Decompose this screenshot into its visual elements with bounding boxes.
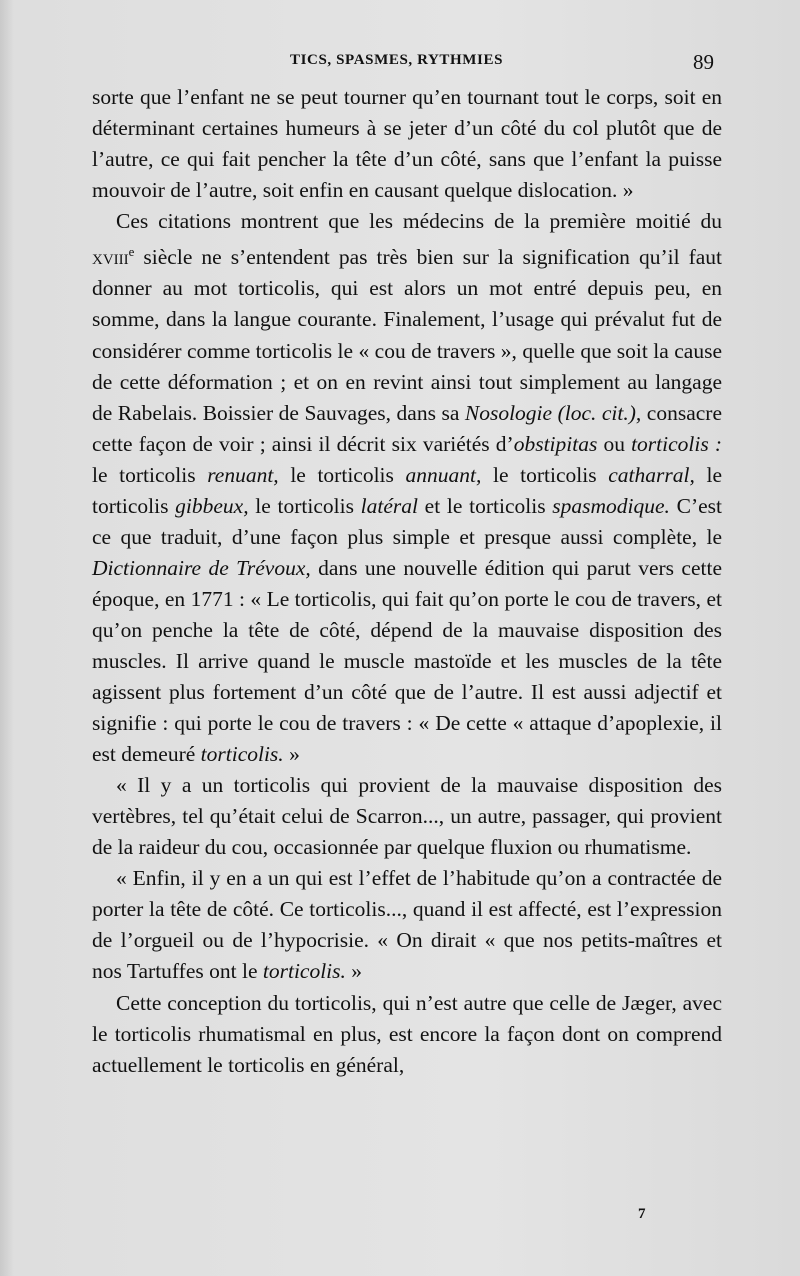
text-segment: le torticolis bbox=[92, 462, 722, 518]
text-segment: le torticolis bbox=[92, 462, 208, 487]
italic-text-segment: obstipitas bbox=[513, 431, 598, 456]
text-segment: dans une nouvelle édition qui parut vers cette époque, en 1771 : « Le torticolis, qui fait qu’on porte le cou de travers, et qu’on penche la tête de côté, dépend de la mauvaise disposition des muscles. Il arrive quand le muscle mastoïde et les muscles de la tête agissent plus fortement d’un côté que de l’autre. Il est aussi adjectif et signifie : qui porte le cou de travers : « De cette « attaque d’apoplexie, il est demeuré bbox=[92, 555, 722, 767]
text-segment: et le torticolis bbox=[417, 493, 553, 518]
paragraph bbox=[92, 770, 722, 863]
text-segment: e bbox=[128, 245, 135, 260]
paragraph bbox=[92, 206, 722, 770]
italic-text-segment: torticolis : bbox=[631, 431, 722, 456]
body-text bbox=[92, 82, 722, 1081]
text-segment: » bbox=[345, 959, 363, 984]
page-header bbox=[92, 50, 714, 74]
italic-text-segment: Dictionnaire de Trévoux, bbox=[92, 555, 311, 580]
text-segment: consacre cette façon de voir ; ainsi il décrit six variétés d’ bbox=[92, 400, 722, 456]
text-segment: le torticolis bbox=[248, 493, 361, 518]
italic-text-segment: gibbeux, bbox=[175, 493, 249, 518]
text-segment: xviii bbox=[92, 245, 129, 270]
text-segment: le torticolis bbox=[278, 462, 406, 487]
italic-text-segment: catharral, bbox=[608, 462, 695, 487]
text-segment: » bbox=[283, 742, 300, 767]
text-segment: le torticolis bbox=[481, 462, 609, 487]
italic-text-segment: spasmodique. bbox=[552, 493, 670, 518]
text-segment: C’est ce que traduit, d’une façon plus simple et presque aussi complète, le bbox=[92, 493, 723, 549]
paragraph bbox=[92, 988, 722, 1081]
text-segment: Cette conception du torticolis, qui n’est autre que celle de Jæger, avec le torticolis rhumatismal en plus, est encore la façon dont on comprend actuellement le torticolis en général, bbox=[92, 990, 722, 1077]
paragraph bbox=[92, 82, 722, 206]
text-segment: Ces citations montrent que les médecins de la première moitié du bbox=[116, 209, 722, 234]
italic-text-segment: torticolis. bbox=[200, 742, 284, 767]
text-segment: « Il y a un torticolis qui provient de la mauvaise disposition des vertèbres, tel qu’était celui de Scarron..., un autre, passager, qui provient de la raideur du cou, occasionnée par quelque fluxion ou rhumatisme. bbox=[92, 773, 722, 860]
italic-text-segment: torticolis. bbox=[262, 959, 346, 984]
page-number: 89 bbox=[693, 50, 714, 74]
text-segment: siècle ne s’entendent pas très bien sur la signification qu’il faut donner au mot torticolis, qui est alors un mot entré depuis peu, en somme, dans la langue courante. Finalement, l’usage qui prévalut fut de considérer comme torticolis le « cou de travers », quelle que soit la cause de cette déformation ; et on en revint ainsi tout simplement au langage de Rabelais. Boissier de Sauvages, dans sa bbox=[92, 245, 722, 425]
paragraph bbox=[92, 863, 722, 987]
signature-mark: 7 bbox=[638, 1206, 646, 1222]
italic-text-segment: annuant, bbox=[405, 462, 482, 487]
text-segment: sorte que l’enfant ne se peut tourner qu’en tournant tout le corps, soit en déterminant certaines humeurs à se jeter d’un côté du col plutôt que de l’autre, ce qui fait pencher la tête d’un côté, sans que l’enfant la puisse mouvoir de l’autre, soit enfin en causant quelque dislocation. » bbox=[92, 85, 722, 203]
italic-text-segment: Nosologie (loc. cit.), bbox=[464, 400, 642, 425]
text-segment: « Enfin, il y en a un qui est l’effet de l’habitude qu’on a contractée de porter la tête de côté. Ce torticolis..., quand il est affecté, est l’expression de l’orgueil ou de l’hypocrisie. « On dirait « que nos petits-maîtres et nos Tartuffes ont le bbox=[92, 866, 722, 984]
italic-text-segment: latéral bbox=[360, 493, 418, 518]
running-title: TICS, SPASMES, RYTHMIES bbox=[290, 52, 504, 68]
italic-text-segment: renuant, bbox=[207, 462, 279, 487]
text-segment: ou bbox=[597, 431, 632, 456]
